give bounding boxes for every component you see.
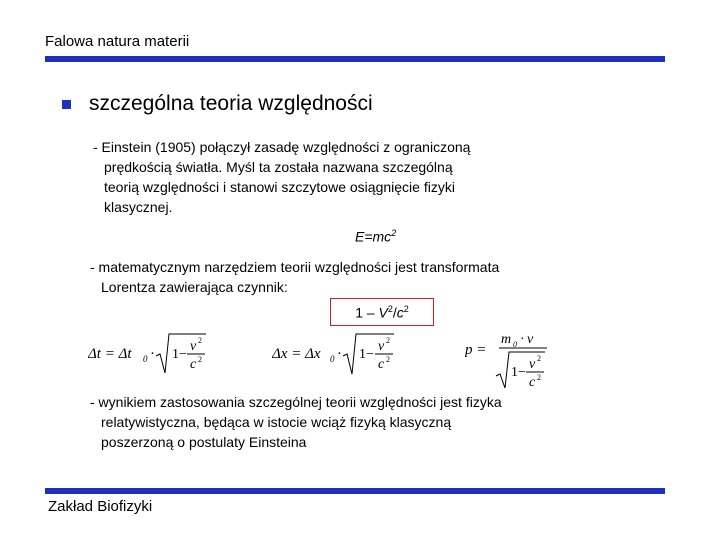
length-contraction-formula <box>272 330 397 380</box>
svg-text:2: 2 <box>198 336 202 345</box>
top-divider <box>45 56 665 62</box>
svg-text:0: 0 <box>513 340 517 349</box>
momentum-formula <box>465 326 565 392</box>
svg-text:·: · <box>150 346 155 362</box>
svg-text:m: m <box>501 332 512 347</box>
svg-text:·: · <box>520 332 525 347</box>
relativistic-line-1: - wynikiem zastosowania szczególnej teorii względności jest fizyka <box>90 394 502 410</box>
section-heading-row <box>62 92 373 116</box>
energy-formula: $E=mc^2$ <box>355 228 397 245</box>
einstein-line-2: prędkością światła. Myśl ta została nazwana szczególną <box>104 159 453 175</box>
svg-text:v: v <box>529 357 536 372</box>
svg-text:1−: 1− <box>172 347 187 362</box>
svg-text:1−: 1− <box>511 365 526 380</box>
relativistic-line-3: poszerzoną o postulaty Einsteina <box>101 434 307 450</box>
svg-text:Δx = Δx: Δx = Δx <box>272 346 321 362</box>
svg-text:2: 2 <box>537 373 541 382</box>
svg-text:0: 0 <box>330 354 335 364</box>
relativistic-line-2: relatywistyczna, będąca w istocie wciąż fizyką klasyczną <box>101 414 452 430</box>
lorentz-paragraph <box>90 257 570 297</box>
lorentz-factor: $1 - V^2/c^2$ <box>355 303 409 321</box>
einstein-line-4: klasycznej. <box>104 199 173 215</box>
svg-text:c: c <box>190 357 197 372</box>
time-dilation-formula <box>88 328 208 378</box>
svg-text:v: v <box>527 332 534 347</box>
svg-text:2: 2 <box>537 354 541 363</box>
svg-text:v: v <box>190 339 197 354</box>
svg-text:2: 2 <box>198 355 202 364</box>
lorentz-line-1: - matematycznym narzędziem teorii względności jest transformata <box>90 259 500 275</box>
lorentz-line-2: Lorentza zawierająca czynnik: <box>101 279 288 295</box>
svg-text:c: c <box>378 357 385 372</box>
footer-text: Zakład Biofizyki <box>48 498 153 515</box>
svg-text:v: v <box>378 339 385 354</box>
svg-text:Δt = Δt: Δt = Δt <box>88 346 132 362</box>
slide-title: Falowa natura materii <box>45 33 190 50</box>
svg-text:2: 2 <box>386 355 390 364</box>
relativistic-paragraph <box>90 392 580 452</box>
svg-text:1−: 1− <box>359 347 374 362</box>
svg-text:c: c <box>529 375 536 390</box>
lorentz-factor-box <box>330 298 434 326</box>
bottom-divider <box>45 488 665 494</box>
svg-text:·: · <box>337 346 342 362</box>
einstein-line-3: teorią względności i stanowi szczytowe osiągnięcie fizyki <box>104 179 455 195</box>
bullet-square-icon <box>62 100 71 109</box>
einstein-paragraph <box>93 137 563 217</box>
svg-text:0: 0 <box>143 354 148 364</box>
section-heading: szczególna teoria względności <box>89 92 373 115</box>
svg-text:2: 2 <box>386 336 390 345</box>
svg-text:p =: p = <box>465 342 487 358</box>
einstein-line-1: - Einstein (1905) połączył zasadę względności z ograniczoną <box>93 139 471 155</box>
